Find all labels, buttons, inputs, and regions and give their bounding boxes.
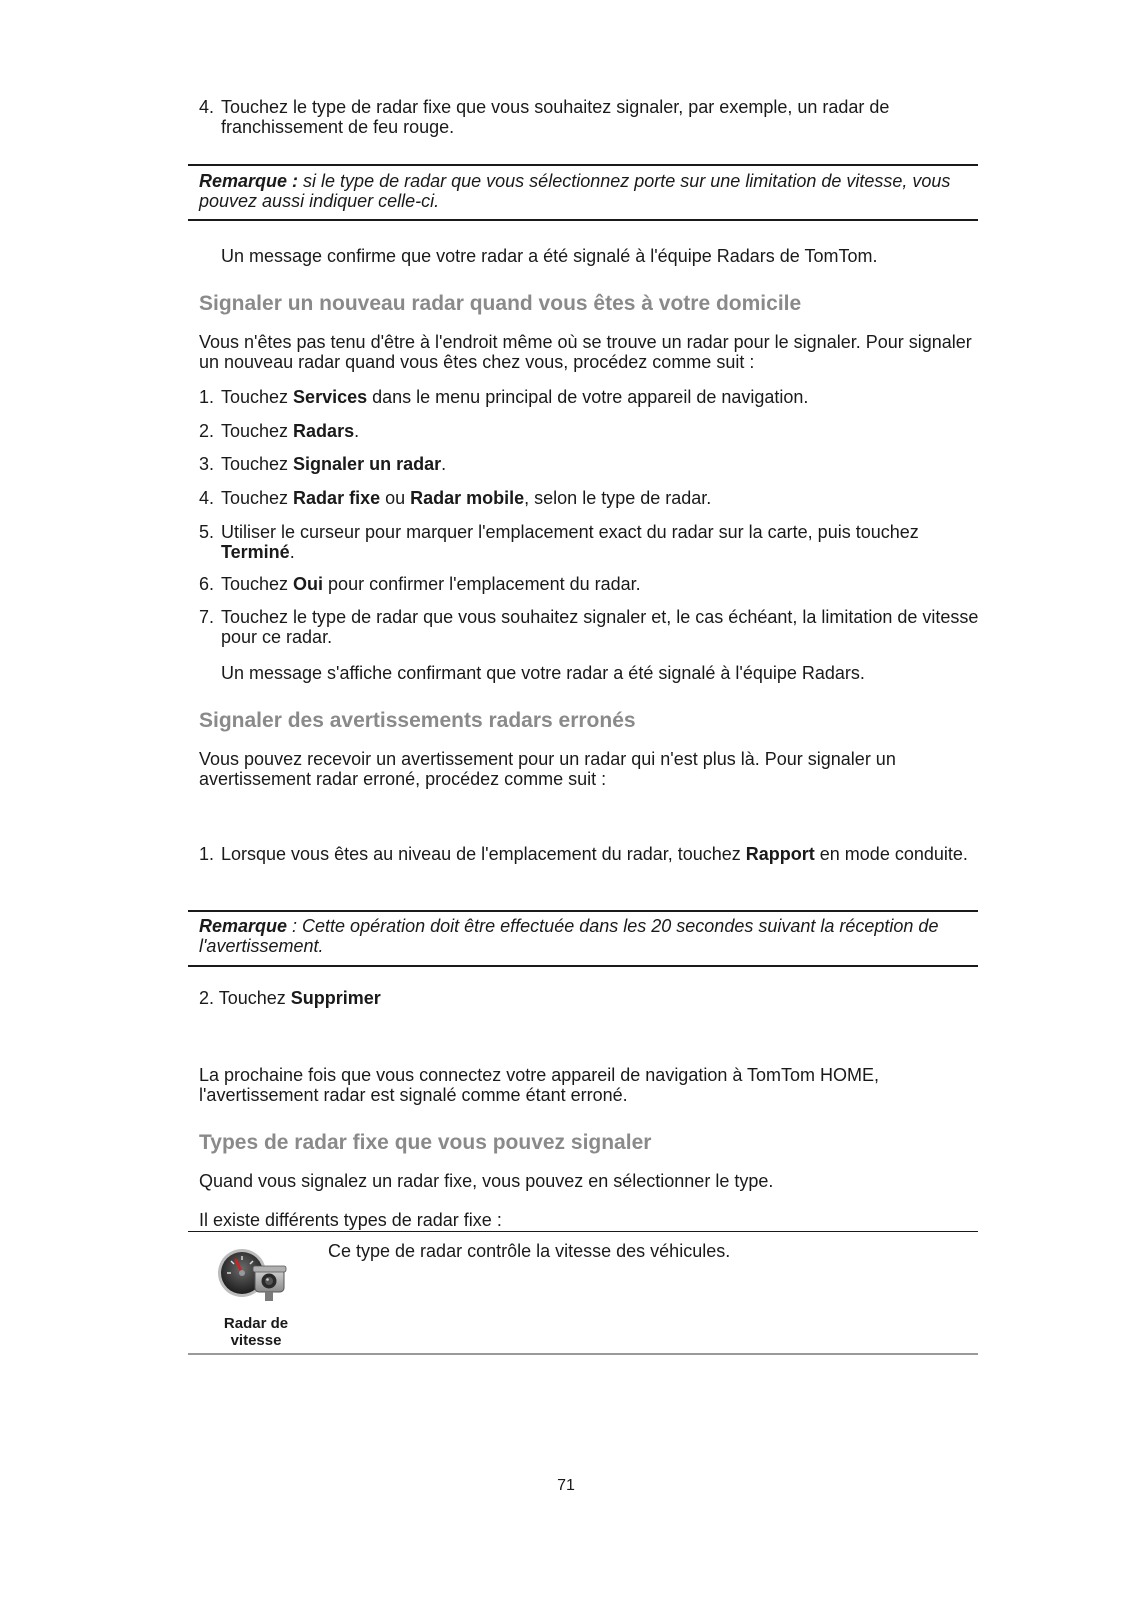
step-text: Touchez Signaler un radar. [221, 454, 447, 474]
step-text: Touchez le type de radar que vous souhaitez signaler et, le cas échéant, la limitation de vitesse pour ce radar. [221, 607, 979, 647]
note-box [199, 171, 979, 211]
note-text: : Cette opération doit être effectuée dans les 20 secondes suivant la réception de l'avertissement. [199, 916, 939, 956]
note-top-rule [188, 164, 978, 166]
table-bottom-rule [188, 1353, 978, 1355]
step-text: Touchez le type de radar fixe que vous souhaitez signaler, par exemple, un radar de franchissement de feu rouge. [221, 97, 890, 137]
step-number: 1. [199, 844, 215, 864]
note-label: Remarque : [199, 171, 299, 191]
step-text: Touchez Oui pour confirmer l'emplacement du radar. [221, 574, 641, 594]
section-outro: La prochaine fois que vous connectez votre appareil de navigation à TomTom HOME, l'avertissement radar est signalé comme étant erroné. [199, 1065, 880, 1105]
step-number: 1. [199, 387, 215, 407]
step-number: 2. [199, 421, 215, 441]
step-text: Utiliser le curseur pour marquer l'emplacement exact du radar sur la carte, puis touchez Terminé. [221, 522, 919, 562]
note-top-rule [188, 910, 978, 912]
step-number: 2. [199, 988, 215, 1008]
note-text: si le type de radar que vous sélectionnez porte sur une limitation de vitesse, vous pouvez aussi indiquer celle-ci. [199, 171, 951, 211]
section-heading: Signaler des avertissements radars erronés [199, 709, 636, 732]
table-cell-description: Ce type de radar contrôle la vitesse des véhicules. [328, 1241, 731, 1261]
paragraph: Quand vous signalez un radar fixe, vous pouvez en sélectionner le type. [199, 1171, 774, 1191]
section-intro: Vous pouvez recevoir un avertissement pour un radar qui n'est plus là. Pour signaler un avertissement radar erroné, procédez comme suit : [199, 749, 896, 789]
note-label: Remarque [199, 916, 288, 936]
step-text: Touchez Services dans le menu principal de votre appareil de navigation. [221, 387, 809, 407]
table-row [188, 1232, 978, 1354]
note-bottom-rule [188, 219, 978, 221]
speed-camera-icon [217, 1246, 287, 1304]
list-item: 2. Touchez Supprimer [199, 988, 381, 1008]
page-number: 71 [557, 1477, 575, 1494]
confirmation-message: Un message s'affiche confirmant que votre radar a été signalé à l'équipe Radars. [221, 663, 865, 683]
note-box [199, 916, 979, 956]
step-number: 4. [199, 97, 215, 117]
section-heading: Signaler un nouveau radar quand vous êtes à votre domicile [199, 292, 802, 315]
confirmation-message: Un message confirme que votre radar a été signalé à l'équipe Radars de TomTom. [221, 246, 878, 266]
paragraph: Il existe différents types de radar fixe : [199, 1210, 502, 1230]
note-bottom-rule [188, 965, 978, 967]
step-text: Lorsque vous êtes au niveau de l'emplacement du radar, touchez Rapport en mode conduite. [221, 844, 968, 864]
step-number: 7. [199, 607, 215, 627]
section-intro: Vous n'êtes pas tenu d'être à l'endroit même où se trouve un radar pour le signaler. Pour signaler un nouveau radar quand vous êtes chez vous, procédez comme suit : [199, 332, 972, 372]
step-text: Touchez Radars. [221, 421, 360, 441]
icon-label: Radar de vitesse [223, 1315, 289, 1349]
step-number: 4. [199, 488, 215, 508]
step-number: 6. [199, 574, 215, 594]
step-number: 3. [199, 454, 215, 474]
step-number: 5. [199, 522, 215, 542]
section-heading: Types de radar fixe que vous pouvez signaler [199, 1131, 652, 1154]
step-text: Touchez Radar fixe ou Radar mobile, selon le type de radar. [221, 488, 712, 508]
